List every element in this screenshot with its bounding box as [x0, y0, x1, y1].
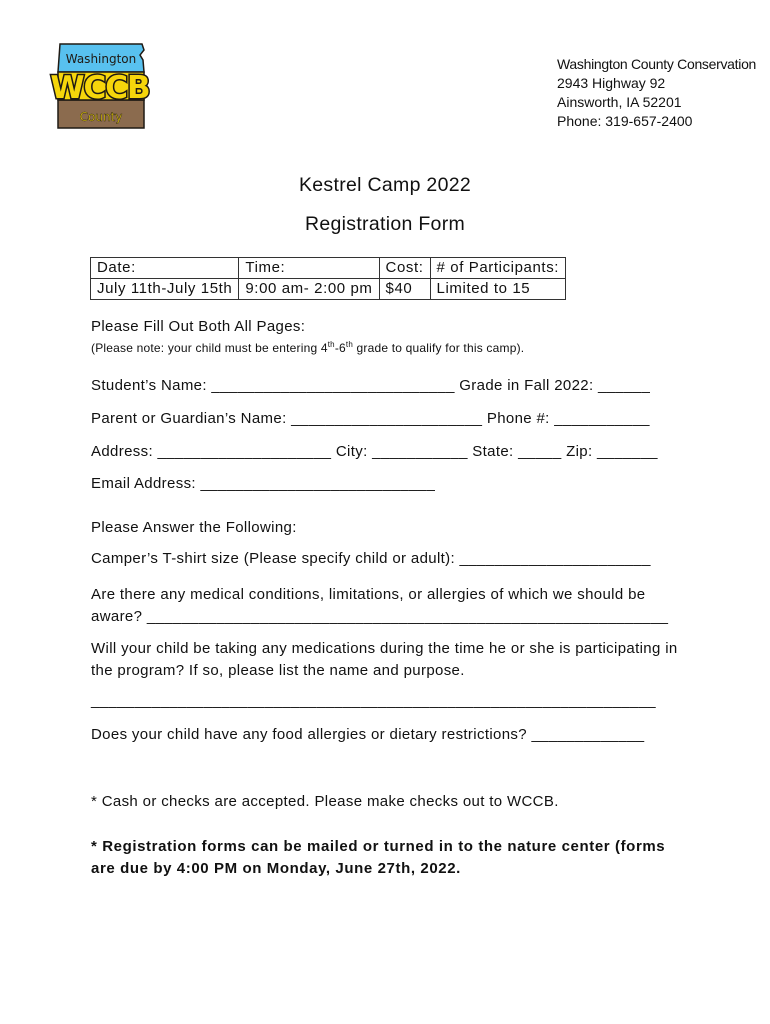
logo-bottom-text: County	[79, 110, 123, 124]
org-address-line2: Ainsworth, IA 52201	[557, 94, 682, 110]
medications-question: Will your child be taking any medications during the time he or she is participating in the program? If so, please list the name and purpose.	[91, 640, 678, 679]
logo-top-text: Washington	[65, 52, 137, 66]
grade-note	[91, 340, 524, 355]
org-address-line1: 2943 Highway 92	[557, 75, 666, 91]
time-value: 9:00 am- 2:00 pm	[239, 279, 379, 300]
address-field[interactable]: Address: ____________________ City: ___________ State: _____ Zip: _______	[91, 443, 658, 460]
payment-note: * Cash or checks are accepted. Please make checks out to WCCB.	[91, 793, 559, 810]
date-value: July 11th-July 15th	[91, 279, 239, 300]
questions-heading: Please Answer the Following:	[91, 519, 297, 536]
participants-header: # of Participants:	[430, 258, 566, 279]
grade-note-sup1: th	[327, 340, 335, 349]
deadline-note: * Registration forms can be mailed or turned in to the nature center (forms are due by 4:00 PM on Monday, June 27th, 2022.	[91, 838, 666, 877]
fill-instructions: Please Fill Out Both All Pages:	[91, 318, 306, 335]
time-header: Time:	[239, 258, 379, 279]
parent-name-field[interactable]: Parent or Guardian’s Name: ______________________ Phone #: ___________	[91, 410, 650, 427]
date-header: Date:	[91, 258, 239, 279]
grade-note-suffix: grade to qualify for this camp).	[352, 341, 525, 355]
cost-value: $40	[379, 279, 430, 300]
wccb-logo	[44, 42, 158, 130]
form-title: Kestrel Camp 2022	[298, 174, 472, 196]
info-header-row	[91, 258, 566, 279]
participants-value: Limited to 15	[430, 279, 566, 300]
grade-note-sup2: th	[345, 340, 353, 349]
food-allergies-field[interactable]: Does your child have any food allergies or dietary restrictions? _____________	[91, 726, 645, 743]
medical-conditions-field[interactable]: Are there any medical conditions, limitations, or allergies of which we should be aware? ____________________________________________________________	[91, 586, 669, 625]
logo-main-text: WCCB	[50, 70, 150, 106]
info-value-row	[91, 279, 566, 300]
tshirt-size-field[interactable]: Camper’s T-shirt size (Please specify child or adult): ______________________	[91, 550, 651, 567]
student-name-field[interactable]: Student’s Name: ____________________________ Grade in Fall 2022: ______	[91, 377, 651, 394]
camp-info-table	[90, 257, 566, 300]
grade-note-mid: -6	[334, 341, 346, 355]
org-name: Washington County Conservation	[557, 56, 757, 72]
form-subtitle: Registration Form	[304, 213, 466, 235]
organization-contact	[557, 55, 756, 131]
email-field[interactable]: Email Address: ___________________________	[91, 475, 436, 492]
cost-header: Cost:	[379, 258, 430, 279]
medications-field[interactable]: _________________________________________________________________	[91, 692, 656, 709]
grade-note-prefix: (Please note: your child must be entering 4	[91, 341, 328, 355]
org-phone: Phone: 319-657-2400	[557, 113, 693, 129]
